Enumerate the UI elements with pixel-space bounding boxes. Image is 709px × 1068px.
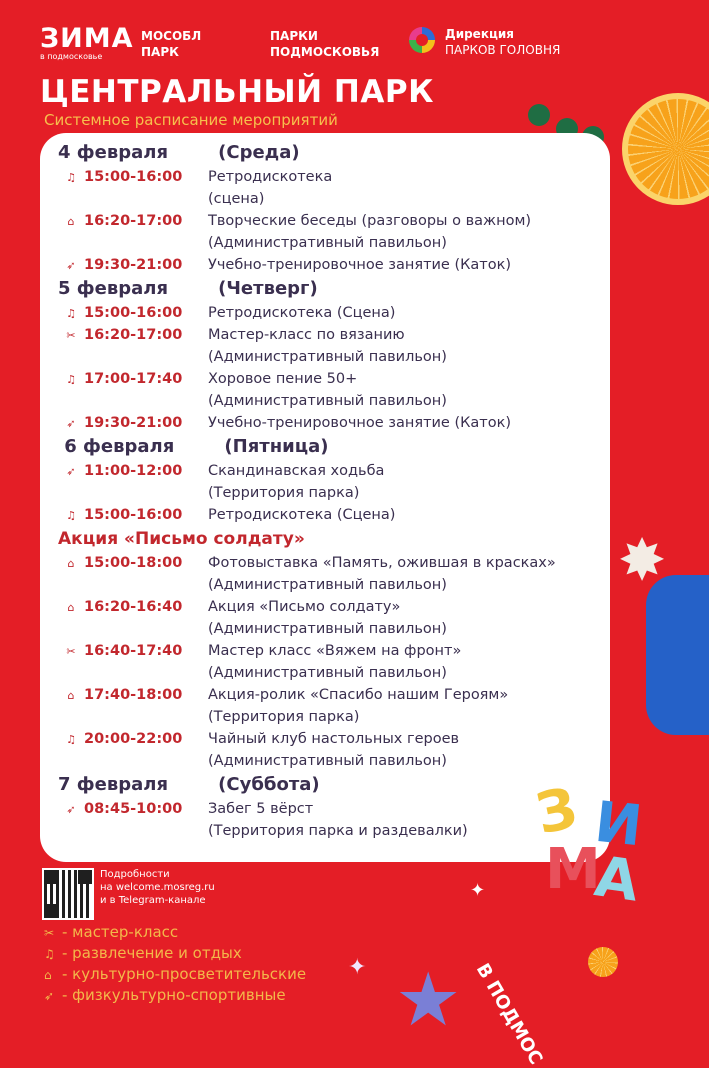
direction-logo[interactable] [445,26,605,58]
legend-item [44,985,306,1006]
event-title: Мастер-класс по вязанию [208,327,405,343]
museum-icon: ⌂ [67,601,75,614]
day-heading: 5 февраля (Четверг) [58,278,318,299]
event-title: Забег 5 вёрст [208,801,314,817]
event-time: 15:00-16:00 [84,305,183,321]
event-item [58,412,598,434]
direction-sub: ПАРКОВ ГОЛОВНЯ [445,43,561,57]
page-title: ЦЕНТРАЛЬНЫЙ ПАРК [40,74,434,110]
day-heading: 6 февраля (Пятница) [58,436,329,457]
sport-icon: ➶ [66,259,76,272]
event-location: (Административный павильон) [208,235,447,251]
zima-letter-decoration: М [545,837,601,902]
museum-icon: ⌂ [67,557,75,570]
music-icon: ♫ [66,373,76,386]
event-item [58,460,598,504]
sparkle-decoration: ✦ [470,880,486,901]
action-heading: Акция «Письмо солдату» [58,529,305,549]
legend-label: - культурно-просветительские [62,965,307,983]
event-title: Ретродискотека (Сцена) [208,507,396,523]
event-title: Акция «Письмо солдату» [208,599,401,615]
mosobl-park-logo[interactable]: МОСОБЛ ПАРК [141,29,202,59]
event-time: 11:00-12:00 [84,463,183,479]
page-subtitle: Системное расписание мероприятий [44,111,338,129]
event-title: Хоровое пение 50+ [208,371,358,387]
legend-item [44,922,306,943]
day-heading: 7 февраля (Суббота) [58,774,320,795]
footer-info-line: и в Telegram-канале [100,895,206,906]
event-time: 19:30-21:00 [84,257,183,273]
legend-item [44,964,306,985]
zima-logo[interactable]: ЗИМА [40,23,134,54]
blue-star-decoration: ★ [395,957,462,1043]
event-time: 17:00-17:40 [84,371,183,387]
sport-icon: ➶ [66,803,76,816]
event-item [58,504,598,526]
event-item [58,302,598,324]
legend-label: - развлечение и отдых [62,944,242,962]
orange-slice-small-decoration [588,947,618,977]
event-title: Учебно-тренировочное занятие (Каток) [208,415,512,431]
star-small-decoration: ✦ [348,955,367,980]
event-item [58,596,598,640]
event-location: (Административный павильон) [208,665,447,681]
event-location: (Территория парка) [208,709,360,725]
event-location: (Территория парка и раздевалки) [208,823,468,839]
music-icon: ♫ [66,307,76,320]
event-time: 15:00-18:00 [84,555,183,571]
sport-icon: ➶ [66,465,76,478]
event-title: Мастер класс «Вяжем на фронт» [208,643,462,659]
direction-title: Дирекция [445,27,514,41]
event-time: 16:20-17:00 [84,327,183,343]
sport-icon: ➶ [44,989,55,1003]
direction-logo-icon [409,27,435,53]
masterclass-icon: ✂ [44,926,55,940]
event-item [58,684,598,728]
event-time: 16:20-16:40 [84,599,183,615]
event-item [58,324,598,368]
event-title: Фотовыставка «Память, ожившая в красках» [208,555,556,571]
event-location: (сцена) [208,191,265,207]
event-time: 15:00-16:00 [84,507,183,523]
event-location: (Административный павильон) [208,393,447,409]
music-icon: ♫ [66,171,76,184]
qr-code[interactable] [42,868,94,920]
star-decoration: ✸ [617,526,667,594]
side-text-decoration: В ПОДМОС [471,960,547,1068]
zima-letter-decoration: И [591,789,646,860]
event-item [58,166,598,210]
event-title: Чайный клуб настольных героев [208,731,460,747]
event-time: 16:20-17:00 [84,213,183,229]
cherry-decoration [528,104,550,126]
event-item [58,640,598,684]
event-item [58,210,598,254]
museum-icon: ⌂ [67,215,75,228]
event-location: (Территория парка) [208,485,360,501]
footer-info-line: Подробности [100,869,170,880]
schedule-list [58,140,598,842]
event-time: 19:30-21:00 [84,415,183,431]
museum-icon: ⌂ [67,689,75,702]
event-location: (Административный павильон) [208,753,447,769]
event-location: (Административный павильон) [208,621,447,637]
icon-legend [44,922,306,1006]
event-title: Учебно-тренировочное занятие (Каток) [208,257,512,273]
event-item [58,368,598,412]
event-location: (Административный павильон) [208,577,447,593]
zima-letter-decoration: А [590,844,643,915]
sport-icon: ➶ [66,417,76,430]
event-time: 15:00-16:00 [84,169,183,185]
event-title: Скандинавская ходьба [208,463,385,479]
event-item [58,254,598,276]
event-location: (Административный павильон) [208,349,447,365]
zima-letter-decoration: З [530,775,584,848]
legend-label: - мастер-класс [62,923,179,941]
knitted-tree-decoration [646,575,709,735]
footer-info-link[interactable]: на welcome.mosreg.ru [100,882,215,893]
event-title: Ретродискотека [208,169,333,185]
event-title: Акция-ролик «Спасибо нашим Героям» [208,687,509,703]
day-heading: 4 февраля (Среда) [58,142,300,163]
music-icon: ♫ [66,509,76,522]
music-icon: ♫ [66,733,76,746]
event-item [58,552,598,596]
event-time: 17:40-18:00 [84,687,183,703]
parks-podmoskovya-logo[interactable]: ПАРКИ ПОДМОСКОВЬЯ [270,29,380,59]
event-time: 20:00-22:00 [84,731,183,747]
masterclass-icon: ✂ [66,329,76,342]
event-time: 08:45-10:00 [84,801,183,817]
legend-label: - физкультурно-спортивные [62,986,286,1004]
header [0,0,709,135]
legend-item [44,943,306,964]
museum-icon: ⌂ [44,968,52,982]
zima-logo-sub: в подмосковье [40,52,103,61]
music-icon: ♫ [44,947,55,961]
event-title: Творческие беседы (разговоры о важном) [208,213,532,229]
masterclass-icon: ✂ [66,645,76,658]
event-item [58,798,598,842]
event-time: 16:40-17:40 [84,643,183,659]
event-item [58,728,598,772]
footer-info [100,868,250,907]
event-title: Ретродискотека (Сцена) [208,305,396,321]
